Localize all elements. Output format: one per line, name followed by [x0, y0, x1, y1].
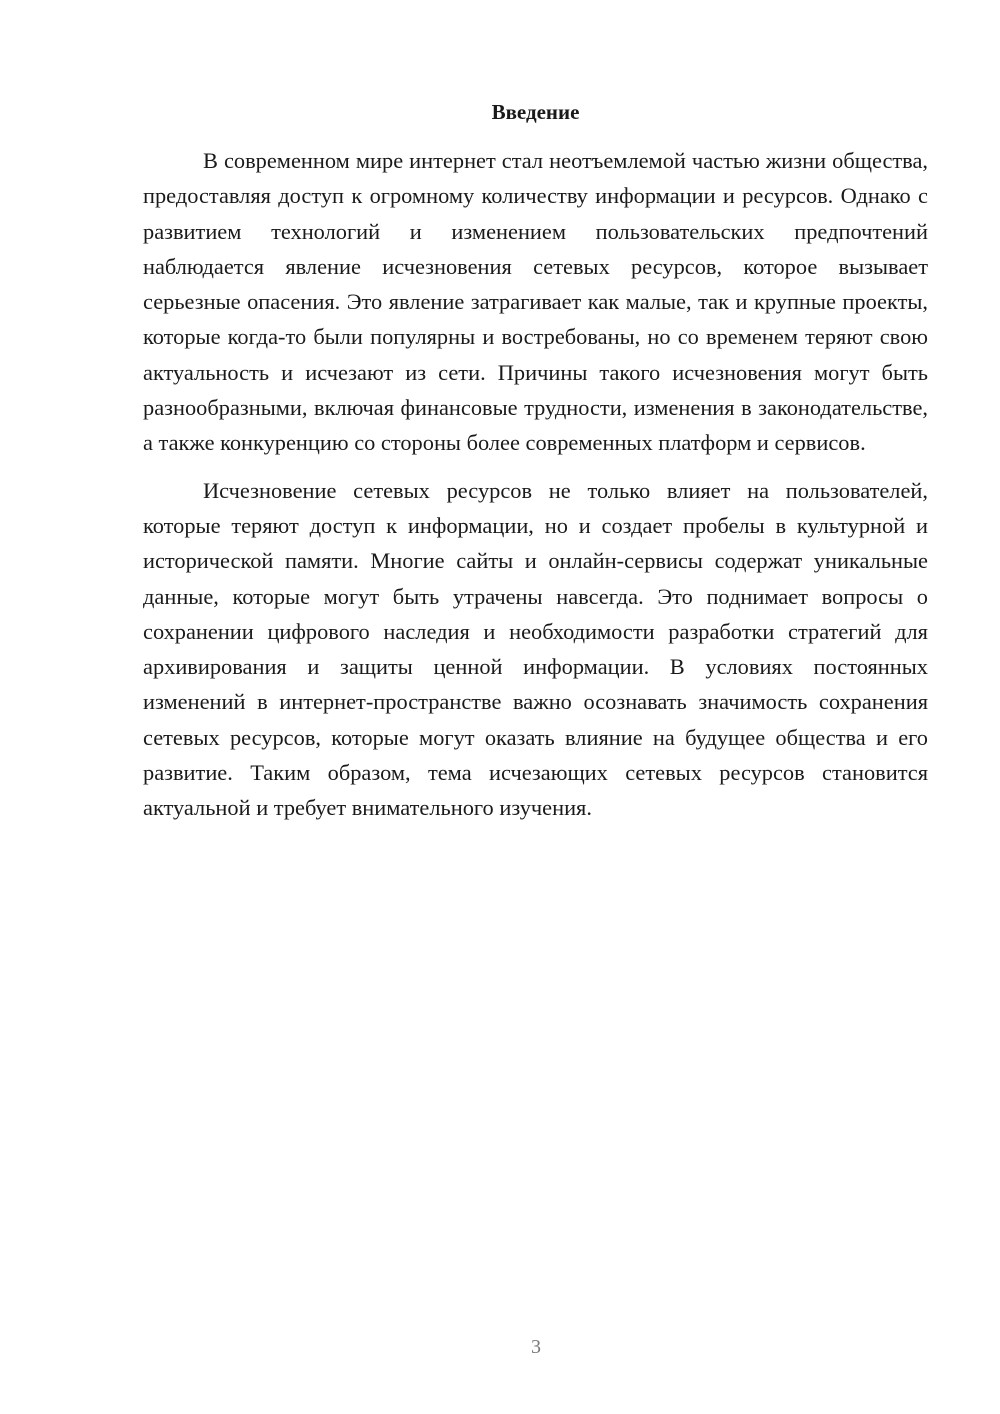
page-number: 3 — [531, 1336, 541, 1358]
paragraph-1: В современном мире интернет стал неотъемлемой частью жизни общества, предоставляя доступ к огромному количеству информации и ресурсов. Однако с развитием технологий и изменением пользовательских предпочтений наблюдается явление исчезновения сетевых ресурсов, которое вызывает серьезные опасения. Это явление затрагивает как малые, так и крупные проекты, которые когда-то были популярны и востребованы, но со временем теряют свою актуальность и исчезают из сети. Причины такого исчезновения могут быть разнообразными, включая финансовые трудности, изменения в законодательстве, а также конкуренцию со стороны более современных платформ и сервисов. — [143, 148, 928, 456]
document-body — [143, 143, 928, 826]
section-heading: Введение — [491, 100, 580, 124]
paragraph-2: Исчезновение сетевых ресурсов не только влияет на пользователей, которые теряют доступ к информации, но и создает пробелы в культурной и исторической памяти. Многие сайты и онлайн-сервисы содержат уникальные данные, которые могут быть утрачены навсегда. Это поднимает вопросы о сохранении цифрового наследия и необходимости разработки стратегий для архивирования и защиты ценной информации. В условиях постоянных изменений в интернет-пространстве важно осознавать значимость сохранения сетевых ресурсов, которые могут оказать влияние на будущее общества и его развитие. Таким образом, тема исчезающих сетевых ресурсов становится актуальной и требует внимательного изучения. — [143, 477, 928, 821]
